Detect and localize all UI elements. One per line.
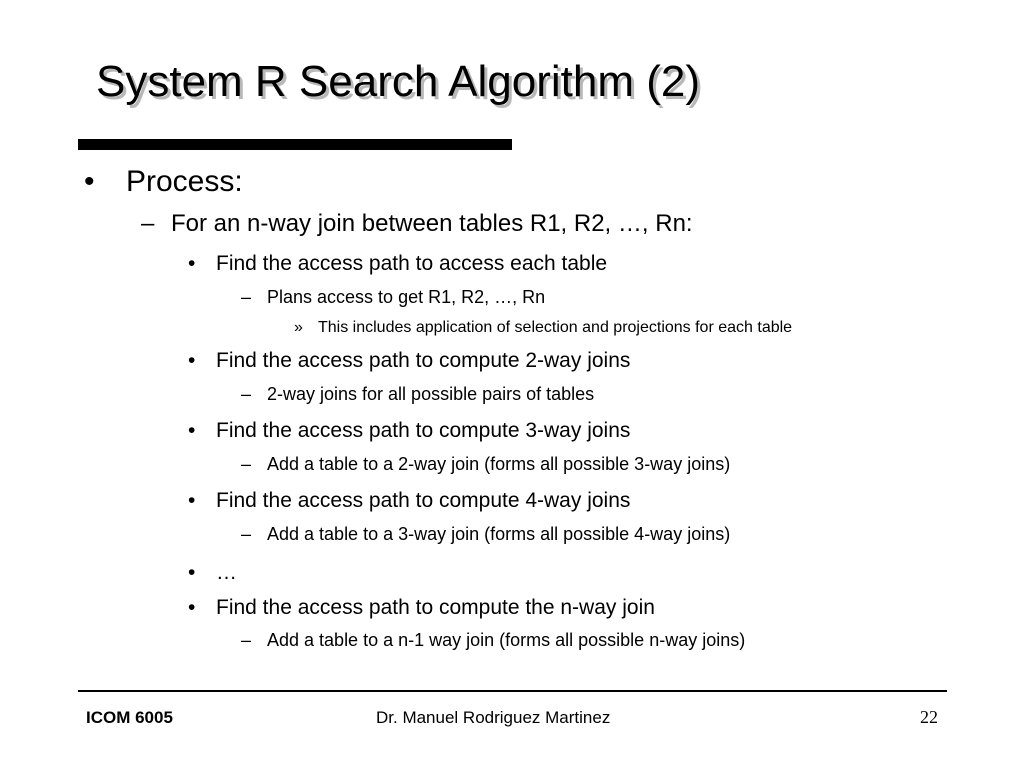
bullet-text: Process:	[126, 165, 243, 198]
bullet-marker: •	[84, 165, 95, 198]
guillemet-marker: »	[294, 319, 303, 336]
subbullet-two-way-pairs	[241, 384, 595, 406]
slide-title: System R Search Algorithm (2)	[96, 57, 700, 106]
bullet-process	[84, 164, 243, 200]
bullet-access-each-table	[188, 251, 608, 276]
bullet-n-way-join	[188, 595, 655, 620]
footer-author: Dr. Manuel Rodriguez Martinez	[376, 708, 611, 727]
subbullet-plans-access	[241, 287, 546, 309]
dash-marker: –	[241, 454, 252, 474]
subbullet-nway-join	[141, 210, 693, 239]
bullet-text: This includes application of selection and projections for each table	[318, 319, 793, 336]
bullet-text: Find the access path to compute 2-way joins	[216, 349, 631, 372]
footer-course-code: ICOM 6005	[86, 708, 173, 727]
bullet-three-way-joins	[188, 418, 631, 443]
bullet-marker: •	[188, 349, 196, 372]
bullet-text: For an n-way join between tables R1, R2, …, Rn:	[171, 210, 693, 237]
bullet-text: Find the access path to compute 3-way joins	[216, 419, 631, 442]
bullet-marker: •	[188, 419, 196, 442]
bullet-text: Plans access to get R1, R2, …, Rn	[267, 287, 546, 307]
subbullet-three-way-add	[241, 454, 731, 476]
bullet-text: Add a table to a 3-way join (forms all possible 4-way joins)	[267, 524, 731, 544]
subbullet-four-way-add	[241, 524, 731, 546]
bullet-text: Add a table to a 2-way join (forms all possible 3-way joins)	[267, 454, 731, 474]
dash-marker: –	[241, 384, 252, 404]
bullet-four-way-joins	[188, 488, 631, 513]
subbullet-includes-selection	[294, 318, 793, 337]
dash-marker: –	[241, 524, 252, 544]
bullet-text: Find the access path to compute 4-way joins	[216, 489, 631, 512]
bullet-text: Find the access path to compute the n-way join	[216, 596, 655, 619]
title-underline-bar	[78, 139, 512, 150]
page-number: 22	[920, 707, 938, 727]
bullet-marker: •	[188, 489, 196, 512]
bullet-two-way-joins	[188, 348, 631, 373]
dash-marker: –	[241, 630, 252, 650]
bullet-text: Find the access path to access each table	[216, 252, 608, 275]
bullet-marker: •	[188, 252, 196, 275]
subbullet-n-way-add	[241, 630, 746, 652]
dash-marker: –	[241, 287, 252, 307]
footer-divider	[78, 690, 947, 692]
bullet-text: …	[216, 561, 237, 584]
dash-marker: –	[141, 210, 155, 237]
bullet-marker: •	[188, 596, 196, 619]
bullet-ellipsis	[188, 560, 237, 585]
bullet-marker: •	[188, 561, 196, 584]
bullet-text: Add a table to a n-1 way join (forms all possible n-way joins)	[267, 630, 746, 650]
bullet-text: 2-way joins for all possible pairs of tables	[267, 384, 595, 404]
